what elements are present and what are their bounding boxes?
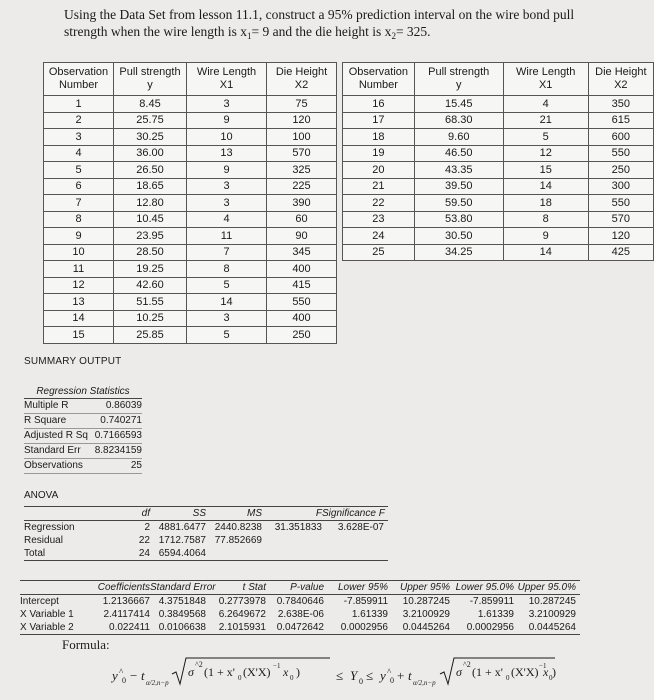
data-cell: 24 <box>343 228 415 245</box>
svg-text:+: + <box>397 668 405 683</box>
svg-text:x: x <box>543 665 549 679</box>
svg-text:σ: σ <box>456 665 462 679</box>
prediction-interval-formula <box>40 648 560 698</box>
data-cell: 3 <box>187 195 267 212</box>
coefficients-table <box>20 580 580 635</box>
data-cell: 34.25 <box>414 244 503 261</box>
data-cell: 9 <box>44 228 114 245</box>
regression-statistics <box>24 386 142 474</box>
header-pull-strength: Pull strength y <box>114 63 187 96</box>
data-cell: 68.30 <box>414 112 503 129</box>
stat-row: Multiple R 0.86039 <box>24 399 142 414</box>
svg-text:(X'X): (X'X) <box>511 665 539 679</box>
data-cell: 550 <box>267 294 337 311</box>
svg-text:): ) <box>552 665 556 679</box>
anova-row-regression: Regression 2 4881.6477 2440.8238 31.351833 3.628E-07 <box>24 522 384 533</box>
summary-output-title: SUMMARY OUTPUT <box>24 356 122 367</box>
header-observation: Observation Number <box>44 63 114 96</box>
data-cell: 18 <box>503 195 588 212</box>
svg-text:): ) <box>296 665 300 679</box>
data-cell: 615 <box>588 112 653 129</box>
data-cell: 39.50 <box>414 178 503 195</box>
data-cell: 400 <box>267 310 337 327</box>
data-row <box>343 112 654 129</box>
data-row <box>343 195 654 212</box>
data-cell: 20 <box>343 162 415 179</box>
data-row <box>44 277 337 294</box>
data-cell: 250 <box>267 327 337 344</box>
data-row <box>44 228 337 245</box>
header-observation: Observation Number <box>343 63 415 96</box>
data-cell: 14 <box>44 310 114 327</box>
svg-text:0: 0 <box>290 674 294 682</box>
data-cell: 9 <box>187 112 267 129</box>
question-line-2: strength when the wire length is $x_1= 9$ and the die height is $x_2= 325$. <box>64 24 431 41</box>
data-row <box>44 244 337 261</box>
data-cell: 350 <box>588 96 653 113</box>
svg-text:0: 0 <box>549 674 553 682</box>
data-cell: 11 <box>44 261 114 278</box>
data-cell: 15 <box>503 162 588 179</box>
formula-label: Formula: <box>62 637 110 652</box>
data-cell: 22 <box>343 195 415 212</box>
data-row <box>44 211 337 228</box>
svg-text:α/2,n−p: α/2,n−p <box>413 679 436 687</box>
data-cell: 9 <box>187 162 267 179</box>
data-cell: 60 <box>267 211 337 228</box>
data-cell: 19.25 <box>114 261 187 278</box>
data-cell: 8 <box>44 211 114 228</box>
data-cell: 5 <box>187 327 267 344</box>
svg-text:^2: ^2 <box>195 660 203 669</box>
data-cell: 23.95 <box>114 228 187 245</box>
svg-text:(X'X): (X'X) <box>243 665 271 679</box>
svg-text:α/2,n−p: α/2,n−p <box>146 679 169 687</box>
data-cell: 415 <box>267 277 337 294</box>
anova-table <box>24 506 388 561</box>
coefficients-row-x1: X Variable 1 2.4117414 0.3849568 6.2649672 2.638E-06 1.61339 3.2100929 1.61339 3.2100929 <box>20 609 576 620</box>
data-cell: 570 <box>267 145 337 162</box>
data-cell: 390 <box>267 195 337 212</box>
data-cell: 3 <box>44 129 114 146</box>
data-cell: 600 <box>588 129 653 146</box>
data-cell: 36.00 <box>114 145 187 162</box>
stat-row: Observations 25 <box>24 459 142 474</box>
data-cell: 250 <box>588 162 653 179</box>
data-cell: 21 <box>343 178 415 195</box>
svg-text:0: 0 <box>238 674 242 682</box>
svg-text:t: t <box>141 668 145 683</box>
data-cell: 6 <box>44 178 114 195</box>
svg-text:y: y <box>380 668 386 683</box>
data-cell: 15.45 <box>414 96 503 113</box>
data-row <box>44 96 337 113</box>
data-cell: 25.85 <box>114 327 187 344</box>
data-row <box>44 162 337 179</box>
data-cell: 5 <box>503 129 588 146</box>
data-cell: 11 <box>187 228 267 245</box>
data-cell: 7 <box>187 244 267 261</box>
data-cell: 100 <box>267 129 337 146</box>
svg-text:^: ^ <box>387 667 392 677</box>
data-cell: 9 <box>503 228 588 245</box>
data-cell: 400 <box>267 261 337 278</box>
data-cell: 5 <box>187 277 267 294</box>
data-cell: 42.60 <box>114 277 187 294</box>
svg-text:σ: σ <box>188 665 194 679</box>
data-cell: 3 <box>187 96 267 113</box>
anova-row-residual: Residual 22 1712.7587 77.852669 <box>24 535 262 546</box>
data-row <box>44 195 337 212</box>
data-row <box>44 112 337 129</box>
data-cell: 30.25 <box>114 129 187 146</box>
data-cell: 570 <box>588 211 653 228</box>
data-cell: 10 <box>44 244 114 261</box>
data-table-right <box>342 62 654 261</box>
data-row <box>343 244 654 261</box>
svg-text:−1: −1 <box>273 662 281 670</box>
data-cell: 18.65 <box>114 178 187 195</box>
data-row <box>343 228 654 245</box>
data-cell: 18 <box>343 129 415 146</box>
data-cell: 120 <box>588 228 653 245</box>
svg-text:Y: Y <box>350 668 358 683</box>
svg-text:0: 0 <box>506 674 510 682</box>
svg-text:^: ^ <box>119 667 124 677</box>
data-cell: 23 <box>343 211 415 228</box>
data-row <box>44 129 337 146</box>
svg-text:−: − <box>130 668 138 683</box>
header-pull-strength: Pull strength y <box>414 63 503 96</box>
svg-text:(1 + x': (1 + x' <box>472 665 503 679</box>
data-cell: 3 <box>187 178 267 195</box>
data-cell: 46.50 <box>414 145 503 162</box>
data-cell: 2 <box>44 112 114 129</box>
data-cell: 1 <box>44 96 114 113</box>
data-cell: 13 <box>187 145 267 162</box>
data-row <box>343 96 654 113</box>
data-cell: 10 <box>187 129 267 146</box>
data-cell: 225 <box>267 178 337 195</box>
data-cell: 26.50 <box>114 162 187 179</box>
data-row <box>343 162 654 179</box>
svg-text:y: y <box>112 668 118 683</box>
svg-text:≤: ≤ <box>366 668 374 683</box>
header-die-height: Die Height X2 <box>588 63 653 96</box>
data-cell: 90 <box>267 228 337 245</box>
coefficients-header-row: Coefficients Standard Error t Stat P-value Lower 95% Upper 95% Lower 95.0% Upper 95.0% <box>20 580 580 595</box>
question-line-1: Using the Data Set from lesson 11.1, construct a 95% prediction interval on the wire bond pull <box>64 7 575 22</box>
svg-text:0: 0 <box>122 676 126 685</box>
data-cell: 10.25 <box>114 310 187 327</box>
data-table-left <box>43 62 337 344</box>
svg-text:x: x <box>283 665 289 679</box>
data-cell: 13 <box>44 294 114 311</box>
data-cell: 25 <box>343 244 415 261</box>
data-cell: 12 <box>503 145 588 162</box>
question-text <box>64 6 584 45</box>
data-row <box>44 261 337 278</box>
data-cell: 59.50 <box>414 195 503 212</box>
data-cell: 5 <box>44 162 114 179</box>
data-cell: 12 <box>44 277 114 294</box>
coefficients-row-x2: X Variable 2 0.022411 0.0106638 2.1015931 0.0472642 0.0002956 0.0445264 0.0002956 0.0445264 <box>20 621 580 635</box>
data-cell: 300 <box>588 178 653 195</box>
data-row <box>343 145 654 162</box>
data-row <box>343 211 654 228</box>
header-die-height: Die Height X2 <box>267 63 337 96</box>
svg-text:t: t <box>408 668 412 683</box>
data-cell: 4 <box>44 145 114 162</box>
svg-text:−1: −1 <box>539 662 547 670</box>
data-cell: 14 <box>503 244 588 261</box>
data-cell: 120 <box>267 112 337 129</box>
data-cell: 8 <box>503 211 588 228</box>
data-cell: 3 <box>187 310 267 327</box>
data-cell: 16 <box>343 96 415 113</box>
data-cell: 43.35 <box>414 162 503 179</box>
data-row <box>44 145 337 162</box>
stat-row: Standard Err 8.8234159 <box>24 444 142 459</box>
svg-text:^2: ^2 <box>463 660 471 669</box>
data-row <box>343 178 654 195</box>
stat-row: R Square 0.740271 <box>24 414 142 429</box>
anova-title: ANOVA <box>24 490 59 501</box>
data-cell: 25.75 <box>114 112 187 129</box>
svg-text:0: 0 <box>390 676 394 685</box>
data-cell: 9.60 <box>414 129 503 146</box>
data-cell: 14 <box>503 178 588 195</box>
coefficients-row-intercept: Intercept 1.2136667 4.3751848 0.2773978 0.7840646 -7.859911 10.287245 -7.859911 10.287245 <box>20 596 576 607</box>
anova-row-total: Total 24 6594.4064 <box>24 547 388 561</box>
data-row <box>44 178 337 195</box>
data-cell: 550 <box>588 145 653 162</box>
data-cell: 4 <box>503 96 588 113</box>
data-cell: 75 <box>267 96 337 113</box>
data-cell: 12.80 <box>114 195 187 212</box>
data-cell: 8.45 <box>114 96 187 113</box>
data-cell: 10.45 <box>114 211 187 228</box>
svg-text:0: 0 <box>359 677 363 686</box>
data-cell: 7 <box>44 195 114 212</box>
data-cell: 8 <box>187 261 267 278</box>
data-cell: 325 <box>267 162 337 179</box>
header-wire-length: Wire Length X1 <box>503 63 588 96</box>
data-cell: 14 <box>187 294 267 311</box>
data-cell: 345 <box>267 244 337 261</box>
data-cell: 550 <box>588 195 653 212</box>
data-row <box>343 129 654 146</box>
data-row <box>44 310 337 327</box>
data-row <box>44 294 337 311</box>
data-cell: 4 <box>187 211 267 228</box>
regression-statistics-header: Regression Statistics <box>24 386 142 399</box>
data-cell: 53.80 <box>414 211 503 228</box>
data-cell: 19 <box>343 145 415 162</box>
anova-header-row: df SS MS F Significance F <box>24 506 388 521</box>
data-cell: 17 <box>343 112 415 129</box>
data-cell: 28.50 <box>114 244 187 261</box>
data-row <box>44 327 337 344</box>
data-cell: 30.50 <box>414 228 503 245</box>
stat-row: Adjusted R Sq 0.7166593 <box>24 429 142 444</box>
data-cell: 15 <box>44 327 114 344</box>
data-cell: 425 <box>588 244 653 261</box>
svg-text:≤: ≤ <box>336 668 344 683</box>
svg-text:(1 + x': (1 + x' <box>204 665 235 679</box>
header-wire-length: Wire Length X1 <box>187 63 267 96</box>
data-cell: 21 <box>503 112 588 129</box>
data-cell: 51.55 <box>114 294 187 311</box>
